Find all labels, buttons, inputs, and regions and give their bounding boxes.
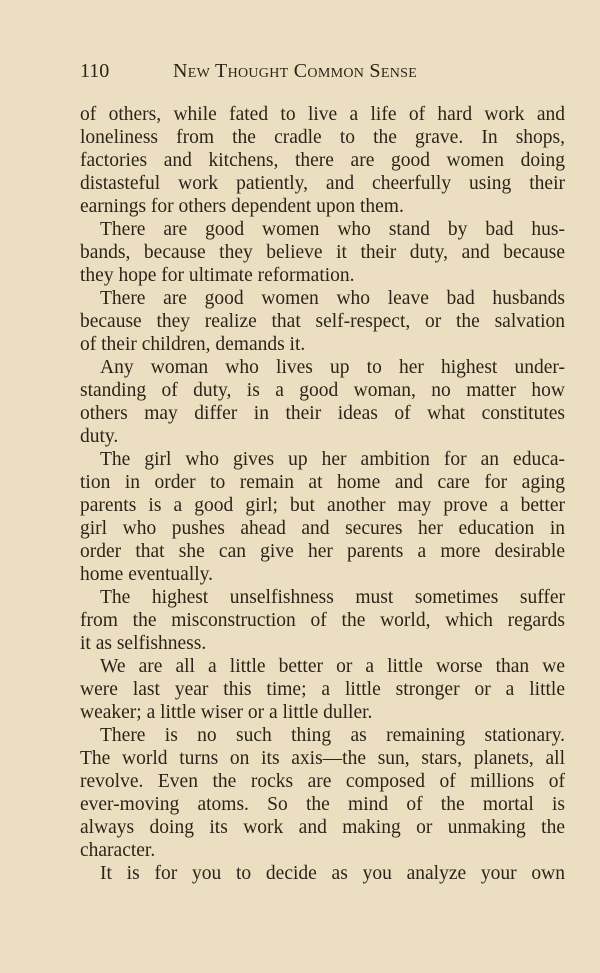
text-line: ever-moving atoms. So the mind of the mortal is: [80, 794, 565, 815]
text-line: factories and kitchens, there are good women doing: [80, 150, 565, 171]
text-line: others may differ in their ideas of what constitutes: [80, 403, 565, 424]
text-line: girl who pushes ahead and secures her education in: [80, 518, 565, 539]
text-line: It is for you to decide as you analyze your own: [100, 863, 565, 884]
body-text: [80, 103, 565, 885]
text-line: There are good women who leave bad husbands: [100, 288, 565, 309]
text-line: The highest unselfishness must sometimes suffer: [100, 587, 565, 608]
text-line: from the misconstruction of the world, which regards: [80, 610, 565, 631]
text-line: they hope for ultimate reformation.: [80, 265, 355, 286]
text-line: distasteful work patiently, and cheerfully using their: [80, 173, 565, 194]
text-line: because they realize that self-respect, or the salvation: [80, 311, 565, 332]
text-line: parents is a good girl; but another may prove a better: [80, 495, 565, 516]
text-line: We are all a little better or a little worse than we: [100, 656, 565, 677]
page-number: 110: [80, 60, 110, 82]
text-line: standing of duty, is a good woman, no matter how: [80, 380, 565, 401]
text-line: Any woman who lives up to her highest under-: [100, 357, 565, 378]
text-line: it as selfishness.: [80, 633, 207, 654]
text-line: were last year this time; a little stronger or a little: [80, 679, 565, 700]
text-line: The girl who gives up her ambition for an educa-: [100, 449, 565, 470]
text-line: always doing its work and making or unmaking the: [80, 817, 565, 838]
text-line: There are good women who stand by bad hus-: [100, 219, 565, 240]
text-line: of others, while fated to live a life of hard work and: [80, 104, 565, 125]
text-line: home eventually.: [80, 564, 214, 585]
running-title: New Thought Common Sense: [173, 60, 418, 82]
text-line: There is no such thing as remaining stationary.: [100, 725, 565, 746]
text-line: duty.: [80, 426, 119, 447]
text-line: loneliness from the cradle to the grave. In shops,: [80, 127, 565, 148]
text-line: of their children, demands it.: [80, 334, 306, 355]
text-line: tion in order to remain at home and care for aging: [80, 472, 565, 493]
text-line: earnings for others dependent upon them.: [80, 196, 404, 217]
text-line: bands, because they believe it their duty, and because: [80, 242, 565, 263]
text-line: weaker; a little wiser or a little duller.: [80, 702, 373, 723]
text-line: character.: [80, 840, 156, 861]
text-line: The world turns on its axis—the sun, stars, planets, all: [80, 748, 565, 769]
text-line: order that she can give her parents a more desirable: [80, 541, 565, 562]
text-line: revolve. Even the rocks are composed of millions of: [80, 771, 565, 792]
